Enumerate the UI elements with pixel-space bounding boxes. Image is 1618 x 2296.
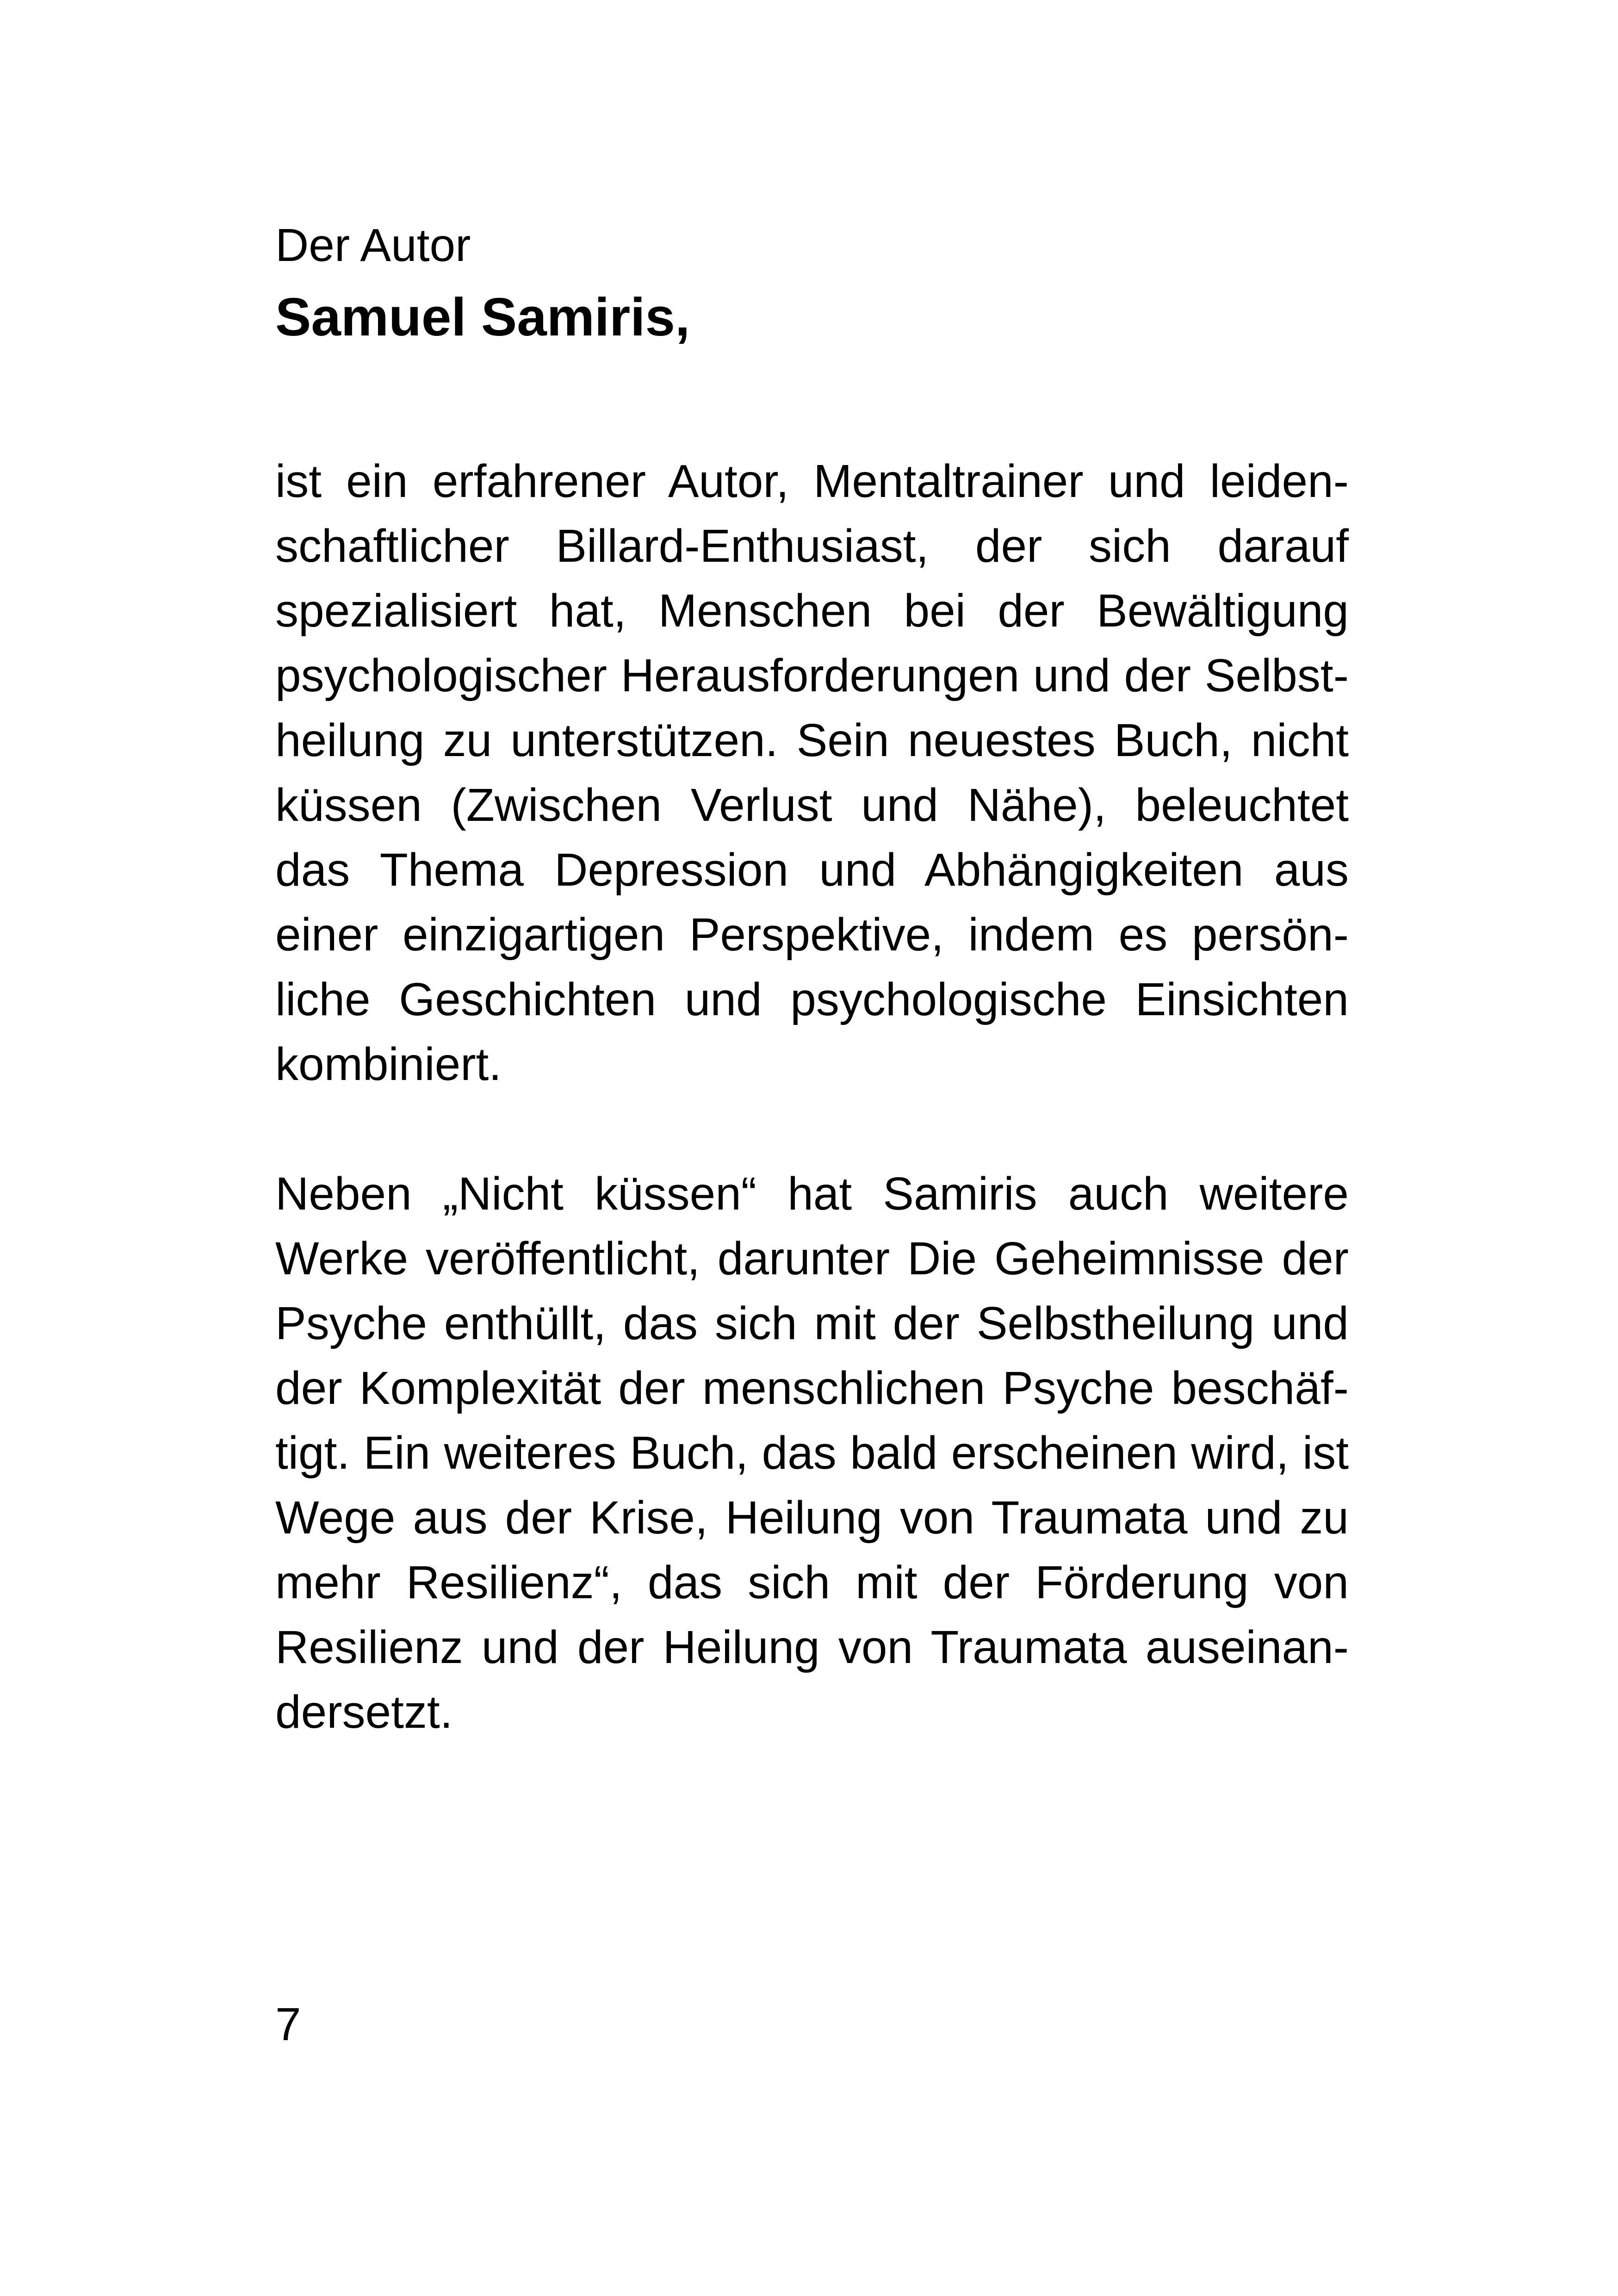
page-content	[275, 217, 1349, 1744]
body-paragraph-1: ist ein erfahrener Autor, Mentaltrainer und leidenschaftlicher Billard-Enthusiast, der sich darauf spezialisiert hat, Menschen bei der Bewältigung psychologischer Herausforderungen und der Selbstheilung zu unterstützen. Sein neuestes Buch, nicht küssen (Zwischen Verlust und Nähe), beleuchtet das Thema Depression und Abhängigkeiten aus einer einzigartigen Perspektive, indem es persönliche Geschichten und psychologische Einsichten kombiniert.	[275, 455, 1349, 1090]
author-name: Samuel Samiris,	[275, 287, 690, 347]
section-kicker: Der Autor	[275, 219, 471, 271]
body-paragraph-2: Neben „Nicht küssen“ hat Samiris auch weitere Werke veröffentlicht, darunter Die Geheimnisse der Psyche enthüllt, das sich mit der Selbstheilung und der Komplexität der menschlichen Psyche beschäftigt. Ein weiteres Buch, das bald erscheinen wird, ist Wege aus der Krise, Heilung von Traumata und zu mehr Resilienz“, das sich mit der Förderung von Resilienz und der Heilung von Traumata auseinandersetzt.	[275, 1168, 1349, 1738]
page-number: 7	[275, 1998, 301, 2050]
